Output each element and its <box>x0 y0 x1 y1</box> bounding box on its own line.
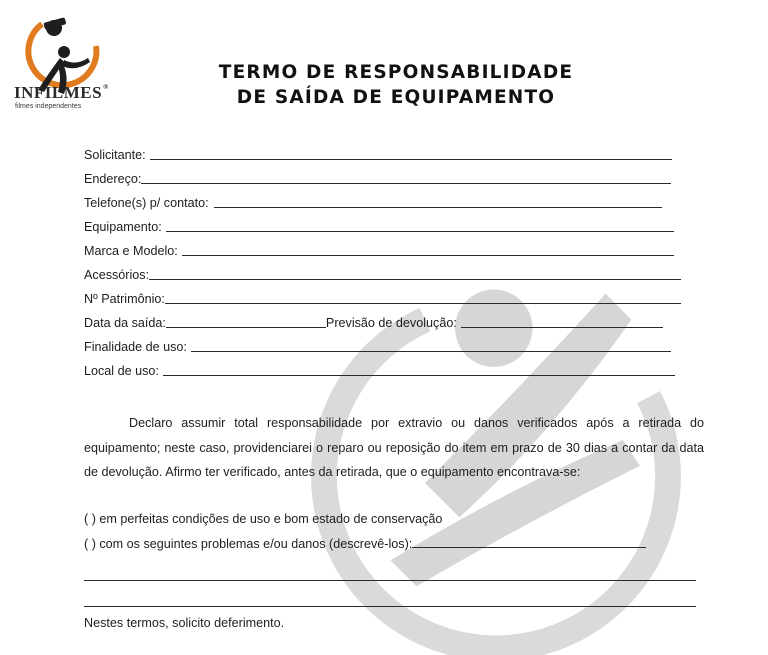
field-solicitante <box>84 143 672 163</box>
option-with-problems[interactable] <box>84 537 646 551</box>
local-input-line[interactable] <box>163 375 675 376</box>
option-label: ( ) com os seguintes problemas e/ou danos (descrevê-los): <box>84 537 413 551</box>
marca-modelo-input-line[interactable] <box>182 255 674 256</box>
title-line-1: TERMO DE RESPONSABILIDADE <box>218 62 574 83</box>
telefone-input-line[interactable] <box>214 207 662 208</box>
field-label: Endereço: <box>84 172 142 186</box>
field-finalidade <box>84 335 671 355</box>
acessorios-input-line[interactable] <box>149 279 681 280</box>
title-line-2: DE SAÍDA DE EQUIPAMENTO <box>236 87 556 108</box>
patrimonio-input-line[interactable] <box>165 303 681 304</box>
closing-text: Nestes termos, solicito deferimento. <box>84 616 285 630</box>
field-label: Previsão de devolução: <box>325 316 457 330</box>
data-saida-input-line[interactable] <box>166 327 326 328</box>
field-label: Data da saída: <box>84 316 166 330</box>
field-telefone <box>84 191 662 211</box>
option-label: ( ) em perfeitas condições de uso e bom estado de conservação <box>84 512 443 526</box>
field-datas <box>84 311 663 331</box>
finalidade-input-line[interactable] <box>191 351 671 352</box>
page-title <box>170 60 622 110</box>
field-endereco <box>84 167 671 187</box>
solicitante-input-line[interactable] <box>150 159 672 160</box>
endereco-input-line[interactable] <box>141 183 671 184</box>
field-marca-modelo <box>84 239 674 259</box>
field-label: Equipamento: <box>84 220 162 234</box>
field-label: Telefone(s) p/ contato: <box>84 196 209 210</box>
field-label: Finalidade de uso: <box>84 340 187 354</box>
description-line[interactable] <box>84 580 696 581</box>
logo-tagline: filmes independentes <box>15 103 82 110</box>
field-equipamento <box>84 215 674 235</box>
field-patrimonio <box>84 287 681 307</box>
description-line[interactable] <box>84 606 696 607</box>
field-label: Local de uso: <box>84 364 159 378</box>
field-label: Solicitante: <box>84 148 146 162</box>
field-local <box>84 359 675 379</box>
field-acessorios <box>84 263 681 283</box>
field-label: Acessórios: <box>84 268 150 282</box>
field-label: Marca e Modelo: <box>84 244 178 258</box>
option-perfect-condition[interactable] <box>84 512 442 526</box>
field-label: Nº Patrimônio: <box>84 292 165 306</box>
problems-input-line[interactable] <box>412 547 646 548</box>
logo-wordmark: INFILMES® <box>14 83 109 102</box>
declaration-paragraph <box>84 411 704 485</box>
declaration-text: Declaro assumir total responsabilidade por extravio ou danos verificados após a retirada do equipamento; neste caso, providenciarei o reparo ou reposição do item em prazo de 30 dias a contar da data de devolução. Afirmo ter verificado, antes da retirada, que o equipamento encontrava-se: <box>84 416 704 480</box>
equipamento-input-line[interactable] <box>166 231 674 232</box>
previsao-devolucao-input-line[interactable] <box>461 327 663 328</box>
